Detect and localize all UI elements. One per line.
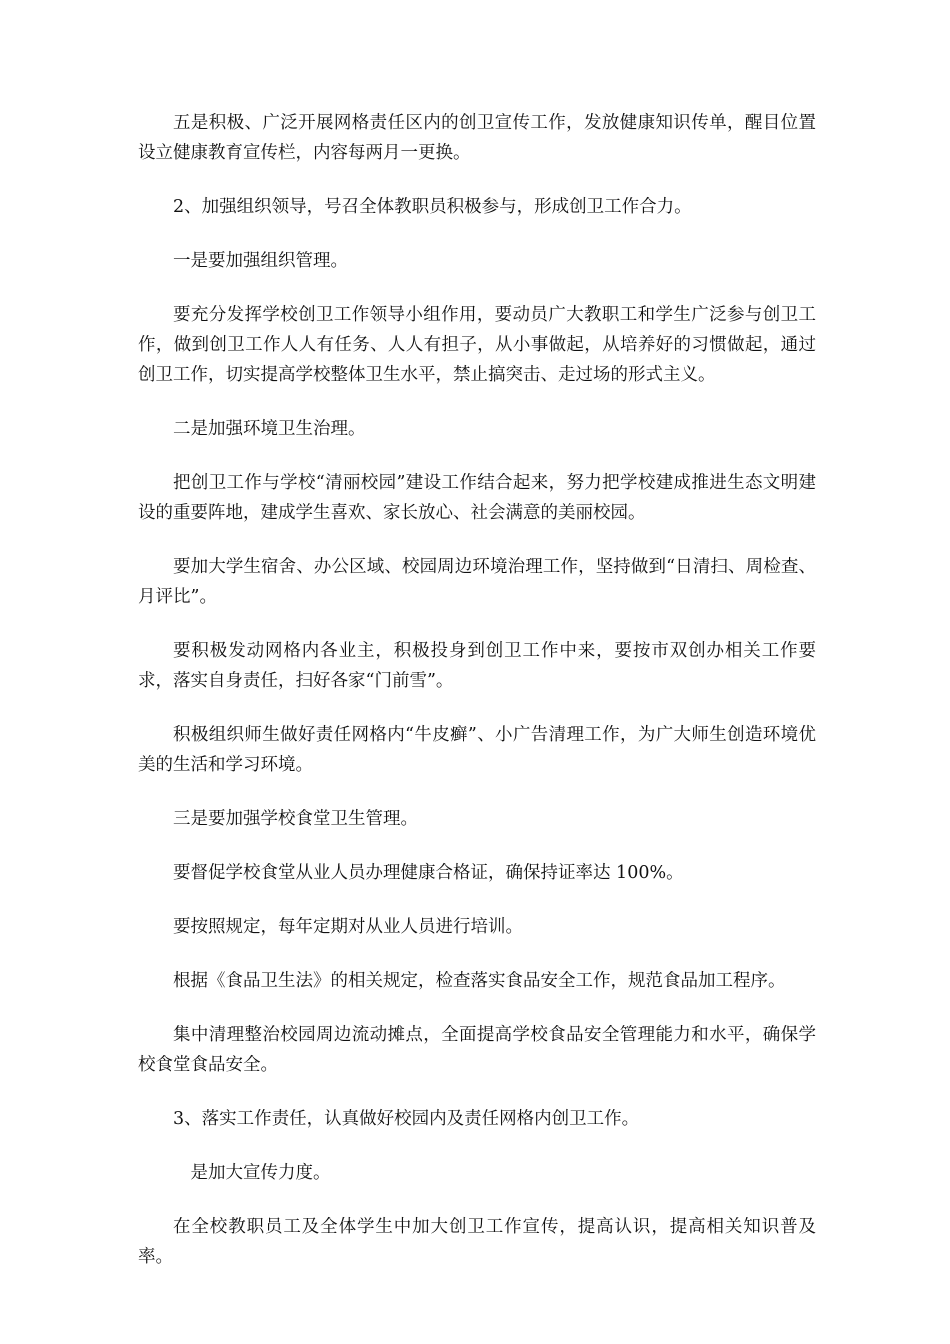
paragraph-street-vendors: 集中清理整治校园周边流动摊点，全面提高学校食品安全管理能力和水平，确保学校食堂食品安全。 [138,1025,816,1075]
heading-section-2: 2、加强组织领导，号召全体教职员积极参与，形成创卫工作合力。 [173,197,692,217]
paragraph-publicity-awareness: 在全校教职员工及全体学生中加大创卫工作宣传，提高认识，提高相关知识普及率。 [138,1217,816,1267]
paragraph-ad-cleanup: 积极组织师生做好责任网格内“牛皮癣”、小广告清理工作，为广大师生创造环境优美的生活和学习环境。 [138,725,816,775]
subheading-publicity: 是加大宣传力度。 [190,1163,331,1183]
paragraph-health-certificate: 要督促学校食堂从业人员办理健康合格证，确保持证率达 100%。 [173,863,684,883]
paragraph-publicity-5: 五是积极、广泛开展网格责任区内的创卫宣传工作，发放健康知识传单，醒目位置设立健康教育宣传栏，内容每两月一更换。 [138,113,816,163]
subheading-org-management: 一是要加强组织管理。 [173,251,348,271]
subheading-environment: 二是加强环境卫生治理。 [173,419,366,439]
paragraph-campus-construction: 把创卫工作与学校“清丽校园”建设工作结合起来，努力把学校建成推进生态文明建设的重要阵地，建成学生喜欢、家长放心、社会满意的美丽校园。 [138,473,816,523]
subheading-canteen: 三是要加强学校食堂卫生管理。 [173,809,418,829]
document-body [138,108,816,1296]
paragraph-grid-owners: 要积极发动网格内各业主，积极投身到创卫工作中来，要按市双创办相关工作要求，落实自身责任，扫好各家“门前雪”。 [138,641,816,691]
paragraph-dorm-governance: 要加大学生宿舍、办公区域、校园周边环境治理工作，坚持做到“日清扫、周检查、月评比”。 [138,557,816,607]
paragraph-org-management: 要充分发挥学校创卫工作领导小组作用，要动员广大教职工和学生广泛参与创卫工作，做到创卫工作人人有任务、人人有担子，从小事做起，从培养好的习惯做起，通过创卫工作，切实提高学校整体卫生水平，禁止搞突击、走过场的形式主义。 [138,305,816,385]
heading-section-3: 3、落实工作责任，认真做好校园内及责任网格内创卫工作。 [173,1109,640,1129]
paragraph-training: 要按照规定，每年定期对从业人员进行培训。 [173,917,523,937]
paragraph-food-law: 根据《食品卫生法》的相关规定，检查落实食品安全工作，规范食品加工程序。 [173,971,786,991]
